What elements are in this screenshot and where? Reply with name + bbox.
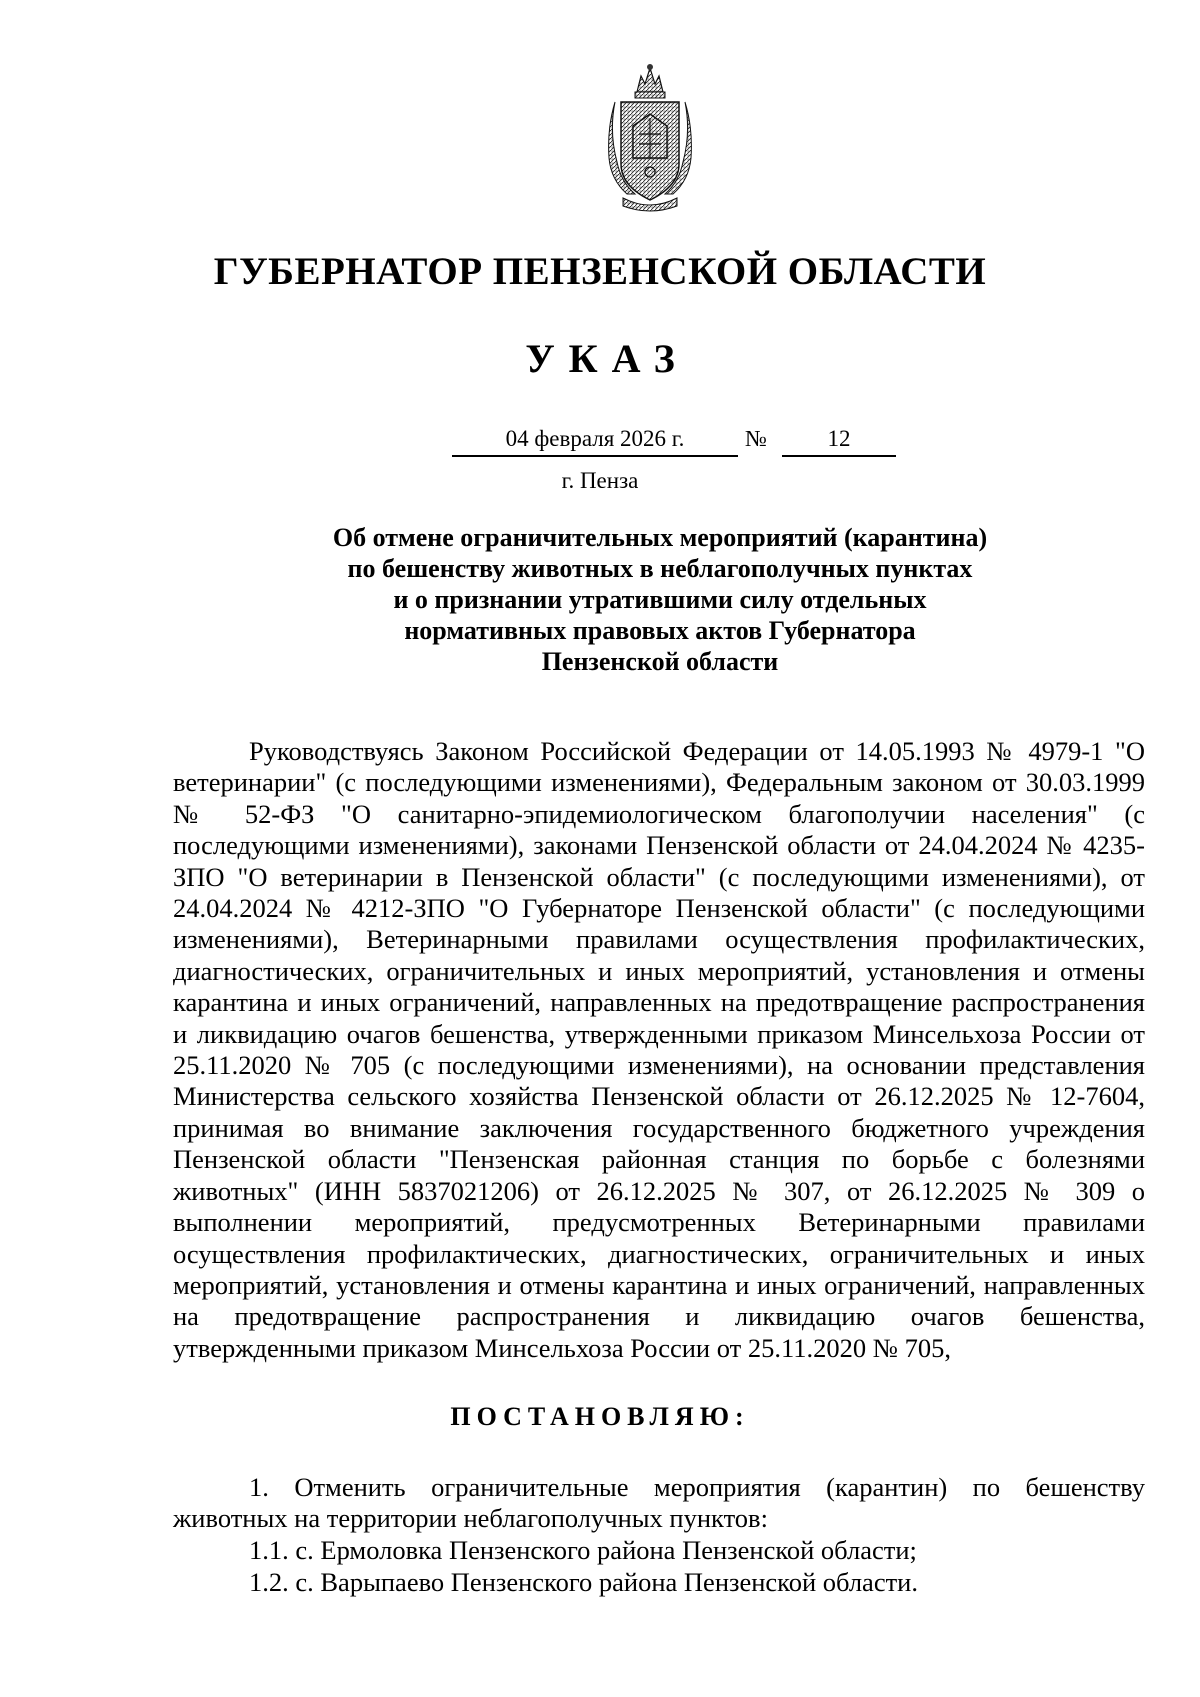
title-line: Об отмене ограничительных мероприятий (карантина) <box>332 523 988 552</box>
title-line: нормативных правовых актов Губернатора <box>404 616 916 645</box>
city-line: г. Пенза <box>561 468 639 493</box>
preamble-paragraph: Руководствуясь Законом Российской Федерации от 14.05.1993 № 4979-1 "О ветеринарии" (с последующими изменениями), Федеральным законом от 30.03.1999 № 52-ФЗ "О санитарно-эпидемиологическом благополучии населения" (с последующими изменениями), законами Пензенской области от 24.04.2024 № 4235-ЗПО "О ветеринарии в Пензенской области" (с последующими изменениями), от 24.04.2024 № 4212-ЗПО "О Губернаторе Пензенской области" (с последующими изменениями), Ветеринарными правилами осуществления профилактических, диагностических, ограничительных и иных мероприятий, установления и отмены карантина и иных ограничений, направленных на предотвращение распространения и ликвидацию очагов бешенства, утвержденными приказом Минсельхоза России от 25.11.2020 № 705 (с последующими изменениями), на основании представления Министерства сельского хозяйства Пензенской области от 26.12.2025 № 12-7604, принимая во внимание заключения государственного бюджетного учреждения Пензенской области "Пензенская районная станция по борьбе с болезнями животных" (ИНН 5837021206) от 26.12.2025 № 307, от 26.12.2025 № 309 о выполнении мероприятий, предусмотренных Ветеринарными правилами осуществления профилактических, диагностических, ограничительных и иных мероприятий, установления и отмены карантина и иных ограничений, направленных на предотвращение распространения и ликвидацию очагов бешенства, утвержденными приказом Минсельхоза России от 25.11.2020 № 705, <box>173 736 1145 1363</box>
title-line: и о признании утратившими силу отдельных <box>393 585 927 614</box>
document-number: 12 <box>782 425 896 457</box>
item-1-1: 1.1. с. Ермоловка Пензенского района Пензенской области; <box>249 1535 917 1565</box>
document-title <box>260 522 1060 677</box>
document-type-heading: УКАЗ <box>525 336 689 381</box>
number-sign: № <box>745 426 767 451</box>
item-1-paragraph: 1. Отменить ограничительные мероприятия (карантин) по бешенству животных на территории неблагополучных пунктов: <box>173 1472 1145 1534</box>
document-date: 04 февраля 2026 г. <box>452 425 738 457</box>
issuer-heading: ГУБЕРНАТОР ПЕНЗЕНСКОЙ ОБЛАСТИ <box>213 250 987 293</box>
date-number-line <box>0 425 1200 455</box>
coat-of-arms-icon <box>607 62 693 212</box>
decree-heading: ПОСТАНОВЛЯЮ: <box>450 1402 750 1431</box>
title-line: Пензенской области <box>541 647 779 676</box>
item-1-2: 1.2. с. Варыпаево Пензенского района Пензенской области. <box>249 1567 918 1597</box>
title-line: по бешенству животных в неблагополучных пунктах <box>347 554 973 583</box>
